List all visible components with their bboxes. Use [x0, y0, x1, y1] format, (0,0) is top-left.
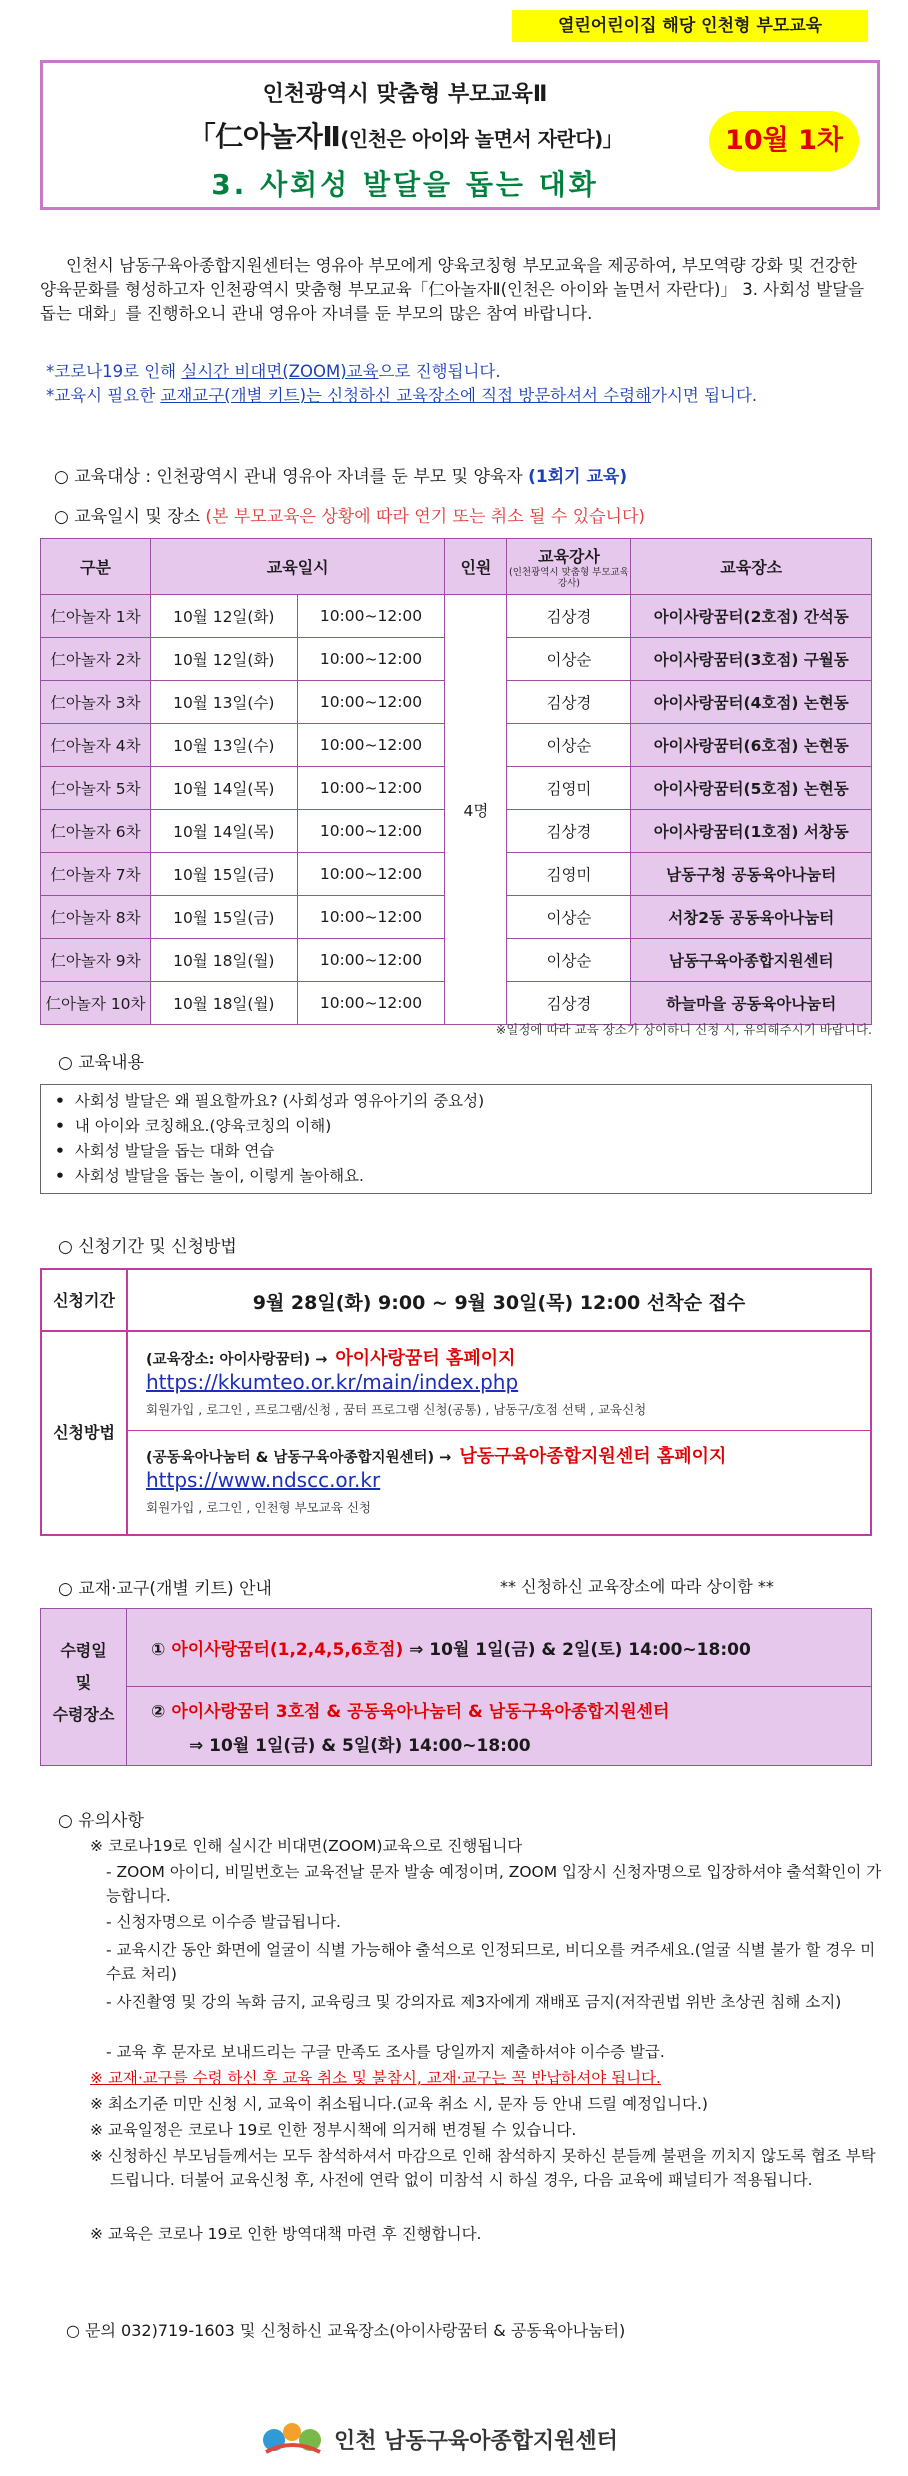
session-name-cell: 仁아놀자 3차 [41, 681, 151, 724]
notice-line: ※ 교육은 코로나 19로 인한 방역대책 마련 후 진행합니다. [90, 2225, 482, 2243]
session-name-cell: 仁아놀자 10차 [41, 982, 151, 1025]
col-place: 교육장소 [631, 539, 872, 595]
method1-head [146, 1344, 516, 1370]
title-box [40, 60, 880, 210]
notice-line-warning: ※ 교재·교구를 수령 하신 후 교육 취소 및 불참시, 교재·교구는 꼭 반납하셔야 됩니다. [90, 2069, 661, 2087]
kit-side-label [41, 1609, 127, 1765]
session-name-cell: 仁아놀자 8차 [41, 896, 151, 939]
session-lecturer-cell: 김영미 [507, 767, 631, 810]
schedule-warning: (본 부모교육은 상황에 따라 연기 또는 취소 될 수 있습니다) [205, 507, 646, 527]
col-lecturer-main: 교육강사 [538, 547, 600, 566]
schedule-table [40, 538, 872, 1025]
kit-row-1-num: ① [151, 1640, 166, 1660]
period-cell [128, 1270, 870, 1332]
note-kit-c: 가시면 됩니다. [651, 386, 758, 405]
session-date-cell: 10월 14일(목) [151, 810, 298, 853]
notice-line: - 교육시간 동안 화면에 얼굴이 식별 가능해야 출석으로 인정되므로, 비디오를 켜주세요.(얼굴 식별 불가 할 경우 미수료 처리) [106, 1941, 876, 1983]
session-date-cell: 10월 13일(수) [151, 681, 298, 724]
kit-row-2-place: 아이사랑꿈터 3호점 & 공동육아나눔터 & 남동구육아종합지원센터 [171, 1702, 670, 1722]
session-place-cell: 하늘마을 공동육아나눔터 [631, 982, 872, 1025]
session-date-cell: 10월 18일(월) [151, 939, 298, 982]
kit-note: ** 신청하신 교육장소에 따라 상이함 ** [500, 1577, 774, 1596]
notice-line: - 교육 후 문자로 보내드리는 구글 만족도 조사를 당일까지 제출하셔야 이수증 발급. [106, 2043, 665, 2061]
session-lecturer-cell: 김영미 [507, 853, 631, 896]
content-title: ○ 교육내용 [58, 1053, 144, 1073]
title-line2-sub: (인천은 아이와 놀면서 자란다)」 [340, 127, 623, 151]
session-date-cell: 10월 14일(목) [151, 767, 298, 810]
session-time-cell: 10:00~12:00 [297, 724, 445, 767]
schedule-header-row [41, 539, 872, 595]
session-place-cell: 아이사랑꿈터(1호점) 서창동 [631, 810, 872, 853]
period-text: 9월 28일(화) 9:00 ~ 9월 30일(목) 12:00 선착순 접수 [252, 1292, 746, 1314]
kit-row-2 [127, 1687, 871, 1765]
session-lecturer-cell: 김상경 [507, 681, 631, 724]
session-time-cell: 10:00~12:00 [297, 681, 445, 724]
session-place-cell: 아이사랑꿈터(2호점) 간석동 [631, 595, 872, 638]
session-time-cell: 10:00~12:00 [297, 595, 445, 638]
note-zoom-b: 실시간 비대면(ZOOM)교육 [181, 362, 379, 381]
notice-line: - 신청자명으로 이수증 발급됩니다. [106, 1913, 341, 1931]
kit-side-label-1: 수령일 [60, 1641, 107, 1660]
method1-site: 아이사랑꿈터 홈페이지 [335, 1348, 516, 1369]
notice-title: ○ 유의사항 [58, 1811, 144, 1831]
kit-row-2-time: ⇒ 10월 1일(금) & 5일(화) 14:00~18:00 [189, 1736, 531, 1756]
session-time-cell: 10:00~12:00 [297, 767, 445, 810]
session-time-cell: 10:00~12:00 [297, 939, 445, 982]
target-line [54, 462, 627, 487]
method1-steps: 회원가입 , 로그인 , 프로그램/신청 , 꿈터 프로그램 신청(공통) , 남동구/호점 선택 , 교육신청 [146, 1402, 647, 1417]
period-label: 신청기간 [42, 1270, 128, 1332]
method1-url-link[interactable]: https://kkumteo.or.kr/main/index.php [146, 1370, 519, 1394]
session-name-cell: 仁아놀자 5차 [41, 767, 151, 810]
session-place-cell: 남동구청 공동육아나눔터 [631, 853, 872, 896]
method1-prefix: (교육장소: 아이사랑꿈터) → [146, 1352, 328, 1368]
kit-side-label-2: 및 [75, 1673, 92, 1692]
title-line3: 3. 사회성 발달을 돕는 대화 [211, 168, 599, 201]
notice-line: ※ 최소기준 미만 신청 시, 교육이 취소됩니다.(교육 취소 시, 문자 등 안내 드릴 예정입니다.) [90, 2095, 708, 2113]
notice-line: ※ 교육일정은 코로나 19로 인한 정부시책에 의거해 변경될 수 있습니다. [90, 2121, 577, 2139]
session-place-cell: 아이사랑꿈터(5호점) 논현동 [631, 767, 872, 810]
session-date-cell: 10월 15일(금) [151, 853, 298, 896]
schedule-footnote: ※일정에 따라 교육 장소가 상이하니 신청 시, 유의해주시기 바랍니다. [495, 1022, 872, 1037]
kit-side-label-3: 수령장소 [52, 1705, 115, 1724]
session-lecturer-cell: 이상순 [507, 939, 631, 982]
center-logo-icon [260, 2418, 326, 2458]
session-date-cell: 10월 15일(금) [151, 896, 298, 939]
note-zoom [46, 358, 501, 382]
note-kit [46, 384, 876, 408]
content-item: • 사회성 발달은 왜 필요할까요? (사회성과 영유아기의 중요성) [55, 1089, 871, 1114]
session-name-cell: 仁아놀자 9차 [41, 939, 151, 982]
session-lecturer-cell: 이상순 [507, 638, 631, 681]
top-tag: 열린어린이집 해당 인천형 부모교육 [512, 10, 868, 42]
method2-steps: 회원가입 , 로그인 , 인천형 부모교육 신청 [146, 1500, 371, 1515]
kit-row-1 [127, 1609, 871, 1687]
session-place-cell: 아이사랑꿈터(6호점) 논현동 [631, 724, 872, 767]
session-place-cell: 아이사랑꿈터(4호점) 논현동 [631, 681, 872, 724]
session-date-cell: 10월 12일(화) [151, 638, 298, 681]
target-emphasis: (1회기 교육) [528, 467, 628, 487]
notice-line: ※ 코로나19로 인해 실시간 비대면(ZOOM)교육으로 진행됩니다 [90, 1837, 523, 1855]
kit-row-1-time: ⇒ 10월 1일(금) & 2일(토) 14:00~18:00 [409, 1640, 751, 1660]
session-place-cell: 남동구육아종합지원센터 [631, 939, 872, 982]
session-date-cell: 10월 18일(월) [151, 982, 298, 1025]
content-item: • 사회성 발달을 돕는 놀이, 이렇게 놀아해요. [55, 1164, 871, 1189]
apply-box [40, 1268, 872, 1536]
contact-line: ○ 문의 032)719-1603 및 신청하신 교육장소(아이사랑꿈터 & 공동육아나눔터) [66, 2321, 626, 2340]
session-time-cell: 10:00~12:00 [297, 638, 445, 681]
col-date: 교육일시 [151, 539, 445, 595]
method-label: 신청방법 [42, 1332, 128, 1534]
session-lecturer-cell: 이상순 [507, 896, 631, 939]
method2-prefix: (공동육아나눔터 & 남동구육아종합지원센터) → [146, 1450, 452, 1466]
session-name-cell: 仁아놀자 6차 [41, 810, 151, 853]
target-label: ○ 교육대상 : 인천광역시 관내 영유아 자녀를 둔 부모 및 양육자 [54, 467, 523, 487]
kit-row-1-text [151, 1635, 751, 1660]
session-lecturer-cell: 김상경 [507, 595, 631, 638]
title-line2-main: 「仁아놀자Ⅱ [187, 120, 341, 153]
session-time-cell: 10:00~12:00 [297, 896, 445, 939]
method2-site: 남동구육아종합지원센터 홈페이지 [459, 1446, 727, 1467]
method2-head [146, 1442, 726, 1468]
notice-line: - 사진촬영 및 강의 녹화 금지, 교육링크 및 강의자료 제3자에게 재배포 금지(저작권법 위반 초상권 침해 소지) [106, 1993, 842, 2011]
session-name-cell: 仁아놀자 4차 [41, 724, 151, 767]
session-people-cell: 4명 [445, 595, 507, 1025]
content-item: • 내 아이와 코칭해요.(양육코칭의 이해) [55, 1114, 871, 1139]
kit-box [40, 1608, 872, 1766]
table-row [41, 595, 872, 638]
intro-text: 인천시 남동구육아종합지원센터는 영유아 부모에게 양육코칭형 부모교육을 제공하여, 부모역량 강화 및 건강한 양육문화를 형성하고자 인천광역시 맞춤형 부모교육「仁아놀자Ⅱ(인천은 아이와 놀면서 자란다)」 3. 사회성 발달을 돕는 대화」를 진행하오니 관내 영유아 자녀를 둔 부모의 많은 참여 바랍니다. [40, 256, 865, 323]
session-lecturer-cell: 김상경 [507, 810, 631, 853]
session-name-cell: 仁아놀자 2차 [41, 638, 151, 681]
kit-row-1-place: 아이사랑꿈터(1,2,4,5,6호점) [171, 1640, 404, 1660]
kit-row-2-place-line [151, 1697, 669, 1722]
session-lecturer-cell: 이상순 [507, 724, 631, 767]
note-zoom-c: 으로 진행됩니다. [378, 362, 501, 381]
session-date-cell: 10월 13일(수) [151, 724, 298, 767]
note-kit-b: 교재교구(개별 키트)는 신청하신 교육장소에 직접 방문하셔서 수령해 [160, 386, 652, 405]
note-kit-a: *교육시 필요한 [46, 386, 161, 405]
footer-org-name: 인천 남동구육아종합지원센터 [334, 2429, 618, 2454]
col-lecturer-sub: (인천광역시 맞춤형 부모교육 강사) [509, 567, 629, 589]
col-people: 인원 [445, 539, 507, 595]
apply-title: ○ 신청기간 및 신청방법 [58, 1237, 237, 1257]
content-item: • 사회성 발달을 돕는 대화 연습 [55, 1139, 871, 1164]
session-place-cell: 서창2동 공동육아나눔터 [631, 896, 872, 939]
title-line1: 인천광역시 맞춤형 부모교육Ⅱ [262, 82, 548, 107]
session-badge: 10월 1차 [709, 111, 859, 171]
col-name: 구분 [41, 539, 151, 595]
session-name-cell: 仁아놀자 7차 [41, 853, 151, 896]
note-zoom-a: *코로나19로 인해 [46, 362, 182, 381]
col-lecturer [507, 539, 631, 595]
kit-row-2-num: ② [151, 1702, 166, 1722]
notice-line: - ZOOM 아이디, 비밀번호는 교육전날 문자 발송 예정이며, ZOOM 입장시 신청자명으로 입장하셔야 출석확인이 가능합니다. [106, 1863, 882, 1905]
session-time-cell: 10:00~12:00 [297, 853, 445, 896]
content-list [40, 1084, 872, 1194]
notice-line: ※ 신청하신 부모님들께서는 모두 참석하셔서 마감으로 인해 참석하지 못하신 분들께 불편을 끼치지 않도록 협조 부탁드립니다. 더불어 교육신청 후, 사전에 연락 없이 미참석 시 하실 경우, 다음 교육에 패널티가 적용됩니다. [90, 2147, 876, 2189]
schedule-title [54, 502, 645, 527]
session-lecturer-cell: 김상경 [507, 982, 631, 1025]
session-time-cell: 10:00~12:00 [297, 810, 445, 853]
session-date-cell: 10월 12일(화) [151, 595, 298, 638]
method-divider [128, 1430, 870, 1431]
kit-title: ○ 교재·교구(개별 키트) 안내 [58, 1579, 272, 1599]
session-name-cell: 仁아놀자 1차 [41, 595, 151, 638]
session-place-cell: 아이사랑꿈터(3호점) 구월동 [631, 638, 872, 681]
session-time-cell: 10:00~12:00 [297, 982, 445, 1025]
schedule-label: ○ 교육일시 및 장소 [54, 507, 200, 527]
method2-url-link[interactable]: https://www.ndscc.or.kr [146, 1468, 381, 1492]
